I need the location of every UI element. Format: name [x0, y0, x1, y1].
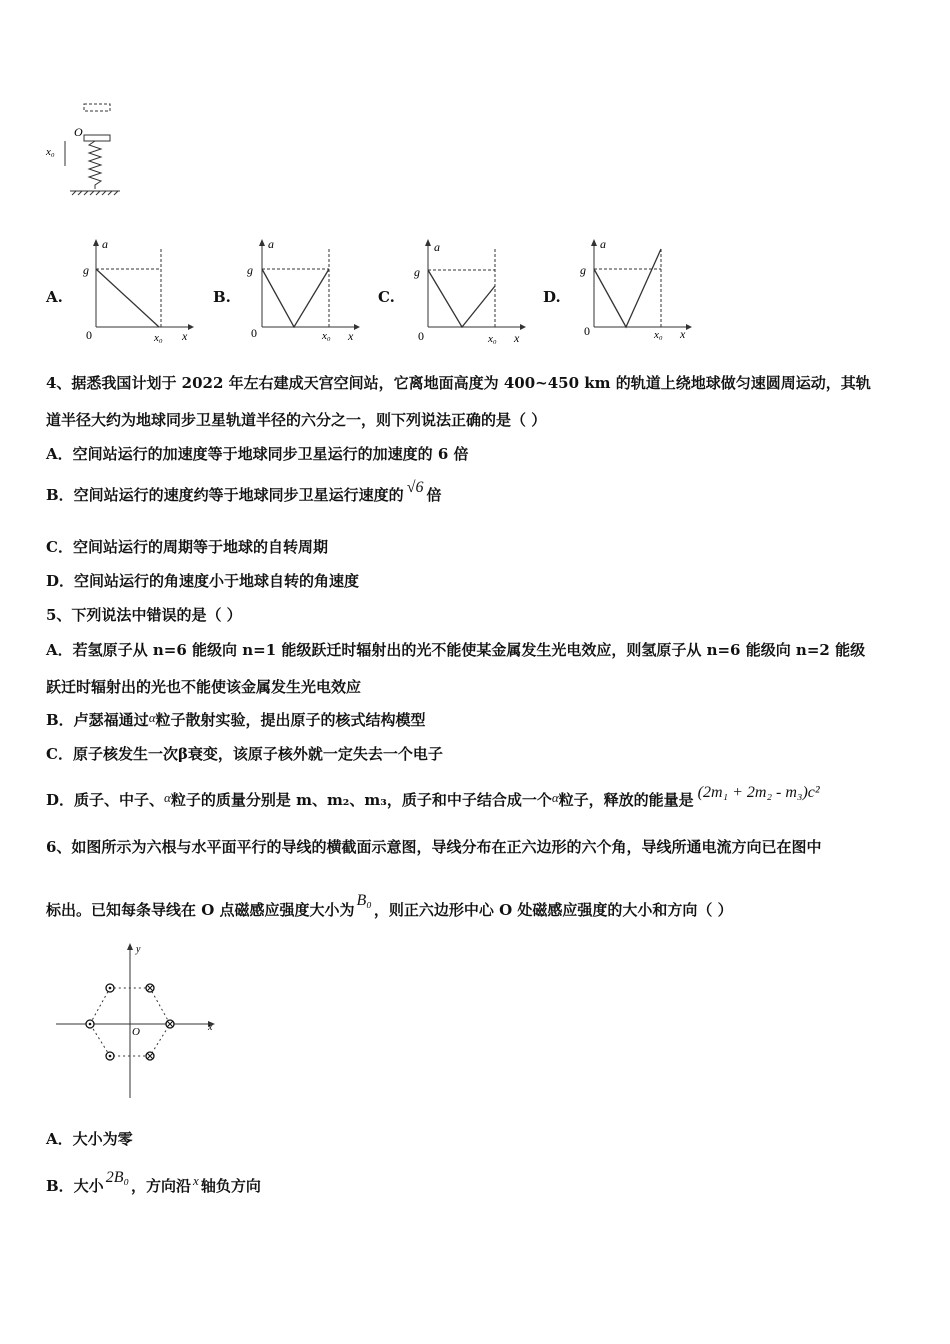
q6-option-b	[46, 1169, 261, 1196]
wire-dot	[106, 1052, 114, 1060]
graph-option-c-label: C.	[378, 288, 395, 306]
axis-x-label: x	[182, 329, 188, 343]
q5-option-a-line1: A．若氢原子从 n=6 能级向 n=1 能级跃迁时辐射出的光不能使某金属发生光电效应，则氢原子从 n=6 能级向 n=2 能级	[46, 641, 866, 659]
q6-option-a: A．大小为零	[46, 1130, 133, 1148]
axis-y-label: a	[600, 237, 606, 251]
graph-c	[410, 234, 530, 346]
q5-option-d	[46, 784, 820, 810]
q4-option-d: D．空间站运行的角速度小于地球自转的角速度	[46, 572, 360, 590]
axis-x-label: x	[348, 329, 354, 343]
y-axis-label: y	[136, 944, 141, 955]
zero-label: 0	[584, 324, 590, 338]
x-symbol: x	[193, 1173, 199, 1188]
x0-label: x₀	[488, 333, 497, 345]
q5-option-b-suffix: 粒子散射实验，提出原子的核式结构模型	[155, 711, 426, 729]
graph-option-d-label: D.	[543, 288, 561, 306]
q5-stem: 5、下列说法中错误的是（ ）	[46, 606, 242, 624]
q4-option-a: A．空间站运行的加速度等于地球同步卫星运行的加速度的 6 倍	[46, 445, 469, 463]
x0-label: x₀	[154, 332, 163, 344]
curve	[96, 269, 159, 327]
graph-b	[244, 234, 364, 346]
zero-label: 0	[251, 326, 257, 340]
wire-dot	[86, 1020, 94, 1028]
q5-option-d-suffix: 粒子，释放的能量是	[558, 791, 694, 809]
x0-label: x₀	[654, 329, 663, 341]
spring-figure	[40, 98, 130, 198]
axis-x-label: x	[514, 331, 520, 345]
q4-option-b-text: B．空间站运行的速度约等于地球同步卫星运行速度的	[46, 486, 404, 504]
q6-stem-suffix: ，则正六边形中心 O 处磁感应强度的大小和方向（ ）	[373, 901, 733, 919]
curve	[262, 269, 329, 327]
axis-y-label: a	[102, 237, 108, 251]
sqrt6-math: √6	[406, 479, 424, 496]
alpha-symbol-2: α	[551, 790, 559, 805]
wire-cross	[146, 984, 154, 992]
q4-option-b-suffix: 倍	[426, 486, 442, 504]
energy-formula: (2m₁ + 2m₂ - m₃)c²	[697, 784, 820, 801]
q6-stem-line2	[46, 892, 733, 920]
q6-option-b-mid: ，方向沿	[131, 1177, 192, 1195]
q5-option-b-text: B．卢瑟福通过	[46, 711, 149, 729]
g-label: g	[247, 263, 253, 277]
spring	[89, 141, 101, 189]
q6-stem-line1: 6、如图所示为六根与水平面平行的导线的横截面示意图，导线分布在正六边形的六个角，导线所通电流方向已在图中	[46, 838, 822, 856]
block-top-dashed	[84, 104, 110, 111]
graph-option-b-label: B.	[213, 288, 231, 306]
alpha-symbol: α	[148, 710, 156, 725]
g-label: g	[83, 263, 89, 277]
q6-option-b-text: B．大小	[46, 1177, 104, 1195]
origin-label: O	[132, 1026, 140, 1038]
q5-option-a-line2: 跃迁时辐射出的光也不能使该金属发生光电效应	[46, 678, 362, 696]
b0-math: B₀	[356, 892, 372, 909]
graph-d	[576, 234, 696, 346]
g-label: g	[580, 263, 586, 277]
g-label: g	[414, 265, 420, 279]
wire-cross	[146, 1052, 154, 1060]
plate	[84, 135, 110, 141]
q5-option-c: C．原子核发生一次β衰变，该原子核外就一定失去一个电子	[46, 745, 443, 763]
q5-option-d-text: D．质子、中子、	[46, 791, 165, 809]
wire-dot	[106, 984, 114, 992]
q4-option-c: C．空间站运行的周期等于地球的自转周期	[46, 538, 328, 556]
x0-label: x₀	[46, 146, 55, 158]
x0-label: x₀	[322, 330, 331, 342]
q4-stem-line1: 4、据悉我国计划于 2022 年左右建成天宫空间站，它离地面高度为 400~450 km 的轨道上绕地球做匀速圆周运动，其轨	[46, 374, 871, 392]
hexagon-figure	[52, 938, 222, 1103]
zero-label: 0	[418, 329, 424, 343]
axis-x-label: x	[680, 327, 686, 341]
curve	[428, 270, 495, 327]
graph-a	[78, 234, 198, 346]
axis-y-label: a	[434, 240, 440, 254]
q5-option-b	[46, 709, 426, 730]
origin-label: O	[74, 125, 83, 139]
q6-stem-text: 标出。已知每条导线在 O 点磁感应强度大小为	[46, 901, 355, 919]
zero-label: 0	[86, 328, 92, 342]
x-axis-label: x	[208, 1022, 213, 1033]
graph-option-a-label: A.	[46, 288, 63, 306]
q5-option-d-mid: 粒子的质量分别是 m、m₂、m₃，质子和中子结合成一个	[170, 791, 552, 809]
2b0-math: 2B₀	[105, 1169, 130, 1186]
q6-option-b-suffix: 轴负方向	[200, 1177, 261, 1195]
ground-hatch	[72, 191, 118, 195]
wire-cross	[166, 1020, 174, 1028]
q4-stem-line2: 道半径大约为地球同步卫星轨道半径的六分之一，则下列说法正确的是（ ）	[46, 411, 547, 429]
axis-y-label: a	[268, 237, 274, 251]
curve	[594, 249, 661, 327]
alpha-symbol: α	[164, 790, 171, 805]
q4-option-b	[46, 479, 442, 505]
